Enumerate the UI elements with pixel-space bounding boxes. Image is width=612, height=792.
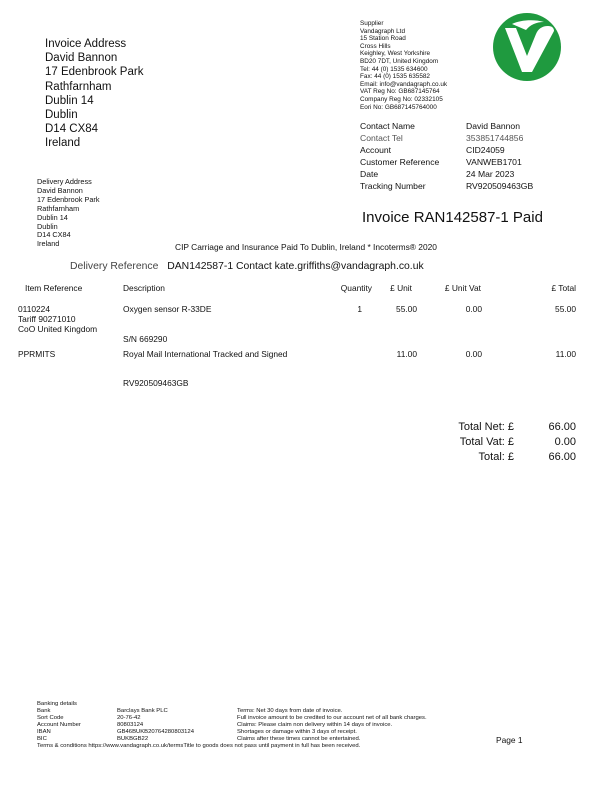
row-tracking-number: RV920509463GB xyxy=(123,378,189,388)
row-serial-number: S/N 669290 xyxy=(123,334,168,344)
delivery-address-line: D14 CX84 xyxy=(37,230,71,240)
col-header-total: £ Total xyxy=(551,283,576,293)
invoice-address-line: David Bannon xyxy=(45,52,118,65)
bank-label: Account Number xyxy=(37,721,81,728)
row-description: Royal Mail International Tracked and Signed xyxy=(123,349,288,359)
total-vat-value: 0.00 xyxy=(554,436,576,448)
total-net-value: 66.00 xyxy=(548,421,576,433)
terms-line: Terms: Net 30 days from date of invoice. xyxy=(237,708,343,714)
invoice-address-line: Ireland xyxy=(45,137,81,150)
col-header-item-reference: Item Reference xyxy=(25,283,83,293)
bank-value: Barclays Bank PLC xyxy=(117,708,168,714)
delivery-address xyxy=(37,178,99,249)
delivery-address-line: Dublin 14 xyxy=(37,212,68,222)
bank-value: GB46BUKB20764280803124 xyxy=(117,728,194,735)
supplier-line: Vandagraph Ltd xyxy=(360,27,406,35)
row-unit-vat: 0.00 xyxy=(465,304,482,314)
invoice-address-heading: Invoice Address xyxy=(45,38,127,50)
detail-value: RV920509463GB xyxy=(466,181,534,192)
detail-key: Customer Reference xyxy=(360,157,440,168)
detail-value: CID24059 xyxy=(466,145,505,156)
bank-label: IBAN xyxy=(37,728,51,735)
bank-value: 20-76-42 xyxy=(117,714,141,721)
bank-value: 80803124 xyxy=(117,721,144,728)
detail-key: Account xyxy=(360,145,392,156)
delivery-address-line: Dublin xyxy=(37,221,58,231)
row-unit-vat: 0.00 xyxy=(465,349,482,359)
vandagraph-logo xyxy=(492,12,562,82)
supplier-line: Fax: 44 (0) 1535 635582 xyxy=(360,73,430,81)
row-quantity: 1 xyxy=(357,304,362,314)
invoice-title: Invoice RAN142587-1 Paid xyxy=(362,209,543,226)
supplier-line: VAT Reg No: GB687145764 xyxy=(360,88,440,96)
supplier-line: BD20 7DT, United Kingdom xyxy=(360,57,439,65)
col-header-description: Description xyxy=(123,283,165,293)
bank-label: Bank xyxy=(37,708,51,714)
payment-terms xyxy=(237,708,427,743)
delivery-address-line: 17 Edenbrook Park xyxy=(37,194,100,204)
incoterms-line: CIP Carriage and Insurance Paid To Dublin, Ireland * Incoterms® 2020 xyxy=(175,242,437,252)
detail-value: 24 Mar 2023 xyxy=(466,169,515,180)
delivery-reference xyxy=(70,261,424,272)
detail-key: Date xyxy=(360,169,379,180)
supplier-heading: Supplier xyxy=(360,20,384,27)
row-description: Oxygen sensor R-33DE xyxy=(123,304,212,314)
supplier-line: Cross Hills xyxy=(360,42,391,50)
invoice-address xyxy=(45,37,143,151)
delivery-reference-label: Delivery Reference xyxy=(70,261,159,272)
supplier-line: 15 Station Road xyxy=(360,35,406,43)
col-header-unit-vat: £ Unit Vat xyxy=(444,283,481,293)
supplier-details xyxy=(360,20,447,111)
invoice-address-line: Dublin xyxy=(45,109,78,122)
detail-key: Contact Tel xyxy=(360,133,403,144)
invoice-address-line: Dublin 14 xyxy=(45,94,94,107)
delivery-reference-value: DAN142587-1 Contact kate.griffiths@vandagraph.co.uk xyxy=(167,261,424,272)
row-country-of-origin: CoO United Kingdom xyxy=(18,324,98,334)
bank-label: Sort Code xyxy=(37,714,64,721)
supplier-line: Tel: 44 (0) 1535 634600 xyxy=(360,65,428,73)
row-item-reference: PPRMITS xyxy=(18,349,56,359)
detail-value: VANWEB1701 xyxy=(466,157,522,168)
banking-heading: Banking details xyxy=(37,701,77,707)
terms-line: Shortages or damage within 3 days of receipt. xyxy=(237,728,357,735)
supplier-line: Company Reg No: 02332105 xyxy=(360,95,443,103)
detail-value: 353851744856 xyxy=(466,133,524,144)
row-unit-price: 11.00 xyxy=(396,349,417,359)
invoice-address-line: D14 CX84 xyxy=(45,123,99,136)
terms-and-conditions: Terms & conditions https://www.vandagraph.co.uk/termsTitle to goods does not pass until payment in full has been received. xyxy=(37,743,361,749)
total-net-label: Total Net: £ xyxy=(458,421,514,433)
terms-line: Claims: Please claim non delivery within 14 days of invoice. xyxy=(237,721,393,728)
row-unit-price: 55.00 xyxy=(396,304,417,314)
terms-line: Full invoice amount to be credited to our account net of all bank charges. xyxy=(237,714,427,721)
page-number: Page 1 xyxy=(496,735,523,745)
banking-values xyxy=(117,708,194,743)
detail-key: Tracking Number xyxy=(360,181,426,192)
banking-labels xyxy=(37,708,81,743)
row-total: 11.00 xyxy=(555,349,576,359)
supplier-line: Keighley, West Yorkshire xyxy=(360,50,431,58)
delivery-address-line: David Bannon xyxy=(37,185,83,195)
delivery-address-line: Ireland xyxy=(37,239,60,249)
total-label: Total: £ xyxy=(478,451,514,463)
total-value: 66.00 xyxy=(548,451,576,463)
invoice-address-line: Rathfarnham xyxy=(45,80,112,93)
delivery-address-line: Rathfarnham xyxy=(37,203,80,213)
invoice-address-line: 17 Edenbrook Park xyxy=(45,66,144,79)
supplier-line: Eori No: GB687145764000 xyxy=(360,103,437,111)
col-header-quantity: Quantity xyxy=(340,283,372,293)
delivery-address-heading: Delivery Address xyxy=(37,177,92,186)
col-header-unit: £ Unit xyxy=(390,283,412,293)
bank-value: BUKBGB22 xyxy=(117,735,149,742)
row-tariff: Tariff 90271010 xyxy=(18,314,76,324)
terms-line: Claims after these times cannot be entertained. xyxy=(237,735,361,742)
supplier-line: Email: info@vandagraph.co.uk xyxy=(360,80,448,88)
detail-key: Contact Name xyxy=(360,121,415,131)
total-vat-label: Total Vat: £ xyxy=(459,436,514,448)
row-item-reference: 0110224 xyxy=(18,304,50,314)
bank-label: BIC xyxy=(37,735,47,742)
detail-value: David Bannon xyxy=(466,121,520,131)
row-total: 55.00 xyxy=(555,304,576,314)
